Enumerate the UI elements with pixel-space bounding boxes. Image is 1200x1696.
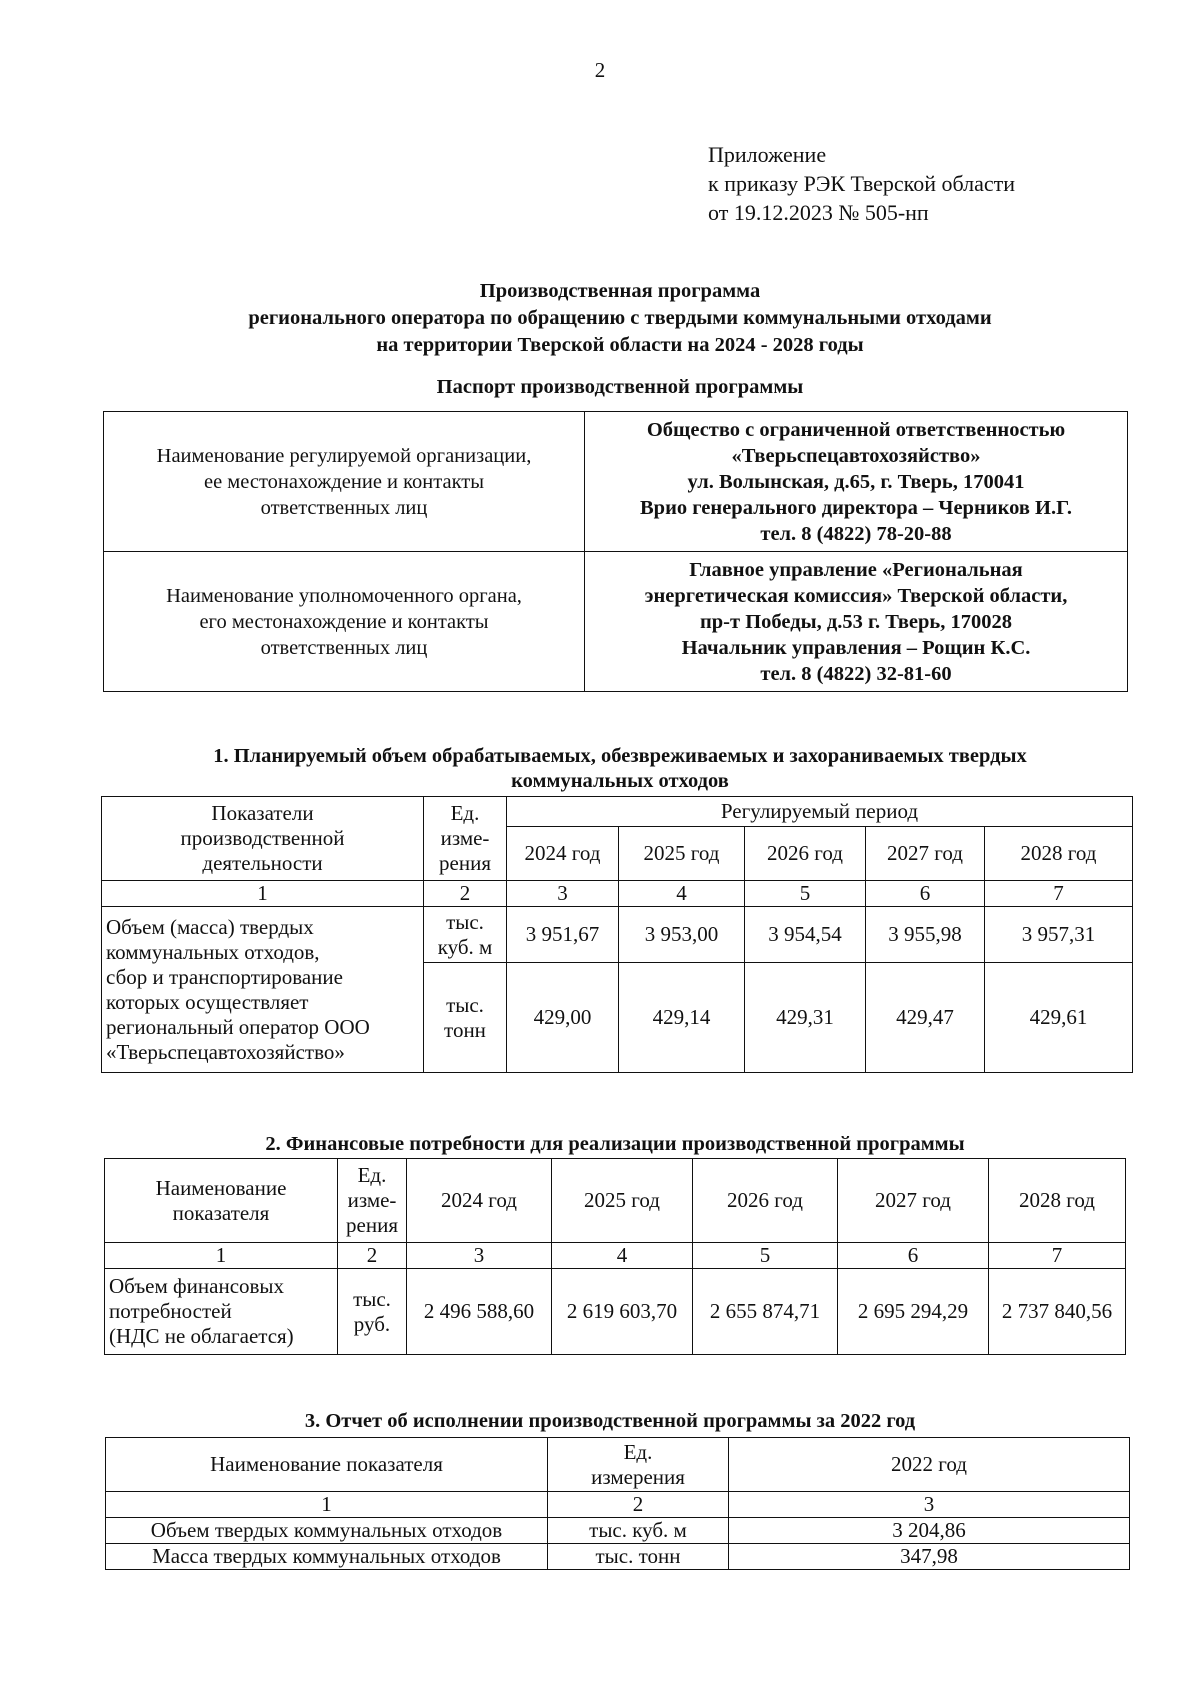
column-number: 3 [729,1492,1130,1518]
value-cell: 2 655 874,71 [693,1269,838,1355]
indicator-description: Объем (масса) твердых коммунальных отходов, сбор и транспортирование которых осуществляет региональный оператор ООО «Тверьспецавтохозяйство» [102,907,424,1073]
unit-header: Ед. изме- рения [338,1159,407,1243]
appendix-line: к приказу РЭК Тверской области [708,171,1016,196]
year-header: 2028 год [985,827,1133,881]
passport-value: Главное управление «Региональная энергетическая комиссия» Тверской области, пр-т Победы, д.53 г. Тверь, 170028 Начальник управления – Рощин К.С. тел. 8 (4822) 32-81-60 [585,552,1128,692]
financial-table [104,1158,1126,1355]
column-number: 6 [866,881,985,907]
value-cell: 429,00 [507,963,619,1073]
value-cell: 3 955,98 [866,907,985,963]
column-number: 5 [745,881,866,907]
column-number: 3 [507,881,619,907]
passport-label: Наименование регулируемой организации, ее местонахождение и контакты ответственных лиц [104,412,585,552]
year-header: 2024 год [407,1159,552,1243]
value-cell: 3 953,00 [619,907,745,963]
indicator-cell: Масса твердых коммунальных отходов [106,1544,548,1570]
column-number: 2 [424,881,507,907]
value-cell: 429,47 [866,963,985,1073]
table-header-row [102,797,1133,827]
title-line: регионального оператора по обращению с твердыми коммунальными отходами [248,307,992,329]
indicator-header: Наименование показателя [106,1438,548,1492]
program-title [60,278,1180,359]
column-number: 4 [619,881,745,907]
column-number: 2 [548,1492,729,1518]
year-header: 2027 год [838,1159,989,1243]
indicator-description: Объем финансовых потребностей (НДС не облагается) [105,1269,338,1355]
column-number: 1 [105,1243,338,1269]
year-header: 2025 год [552,1159,693,1243]
column-number: 7 [985,881,1133,907]
unit-cell: тыс. тонн [424,963,507,1073]
table-row [102,907,1133,963]
year-header: 2028 год [989,1159,1126,1243]
column-number: 1 [102,881,424,907]
indicator-cell: Объем твердых коммунальных отходов [106,1518,548,1544]
value-cell: 2 695 294,29 [838,1269,989,1355]
year-header: 2022 год [729,1438,1130,1492]
value-cell: 3 957,31 [985,907,1133,963]
period-header: Регулируемый период [507,797,1133,827]
value-cell: 3 954,54 [745,907,866,963]
table-row [106,1518,1130,1544]
unit-cell: тыс. руб. [338,1269,407,1355]
column-number: 4 [552,1243,693,1269]
volume-table [101,796,1133,1073]
value-cell: 2 737 840,56 [989,1269,1126,1355]
column-number: 5 [693,1243,838,1269]
title-line: Производственная программа [479,280,761,302]
section3-title: 3. Отчет об исполнении производственной программы за 2022 год [304,1410,916,1432]
passport-row [104,412,1128,552]
unit-header: Ед. изме- рения [424,797,507,881]
column-number: 7 [989,1243,1126,1269]
value-cell: 429,31 [745,963,866,1073]
year-header: 2025 год [619,827,745,881]
year-header: 2026 год [745,827,866,881]
year-header: 2027 год [866,827,985,881]
column-number: 1 [106,1492,548,1518]
appendix-line: от 19.12.2023 № 505-нп [708,200,929,225]
unit-cell: тыс. куб. м [548,1518,729,1544]
value-cell: 3 204,86 [729,1518,1130,1544]
year-header: 2026 год [693,1159,838,1243]
appendix-line: Приложение [708,142,827,167]
passport-label: Наименование уполномоченного органа, его местонахождение и контакты ответственных лиц [104,552,585,692]
appendix-reference [708,140,1015,227]
column-number: 6 [838,1243,989,1269]
column-number-row [102,881,1133,907]
indicator-header: Наименование показателя [105,1159,338,1243]
column-number: 2 [338,1243,407,1269]
indicator-header: Показатели производственной деятельности [102,797,424,881]
section2-title: 2. Финансовые потребности для реализации производственной программы [265,1133,965,1155]
passport-title: Паспорт производственной программы [436,376,804,398]
passport-row [104,552,1128,692]
value-cell: 429,61 [985,963,1133,1073]
column-number-row [105,1243,1126,1269]
value-cell: 429,14 [619,963,745,1073]
value-cell: 3 951,67 [507,907,619,963]
page-number: 2 [594,58,606,82]
report-table [105,1437,1130,1570]
table-header-row [105,1159,1126,1243]
table-row [106,1544,1130,1570]
unit-cell: тыс. тонн [548,1544,729,1570]
passport-table [103,411,1128,692]
section1-title: 1. Планируемый объем обрабатываемых, обезвреживаемых и захораниваемых твердых коммунальных отходов [213,745,1027,792]
value-cell: 2 496 588,60 [407,1269,552,1355]
unit-header: Ед. измерения [548,1438,729,1492]
value-cell: 347,98 [729,1544,1130,1570]
title-line: на территории Тверской области на 2024 - 2028 годы [376,334,864,356]
table-header-row [106,1438,1130,1492]
table-row [105,1269,1126,1355]
unit-cell: тыс. куб. м [424,907,507,963]
year-header: 2024 год [507,827,619,881]
column-number-row [106,1492,1130,1518]
column-number: 3 [407,1243,552,1269]
passport-value: Общество с ограниченной ответственностью «Тверьспецавтохозяйство» ул. Волынская, д.65, г. Тверь, 170041 Врио генерального директора – Черников И.Г. тел. 8 (4822) 78-20-88 [585,412,1128,552]
value-cell: 2 619 603,70 [552,1269,693,1355]
